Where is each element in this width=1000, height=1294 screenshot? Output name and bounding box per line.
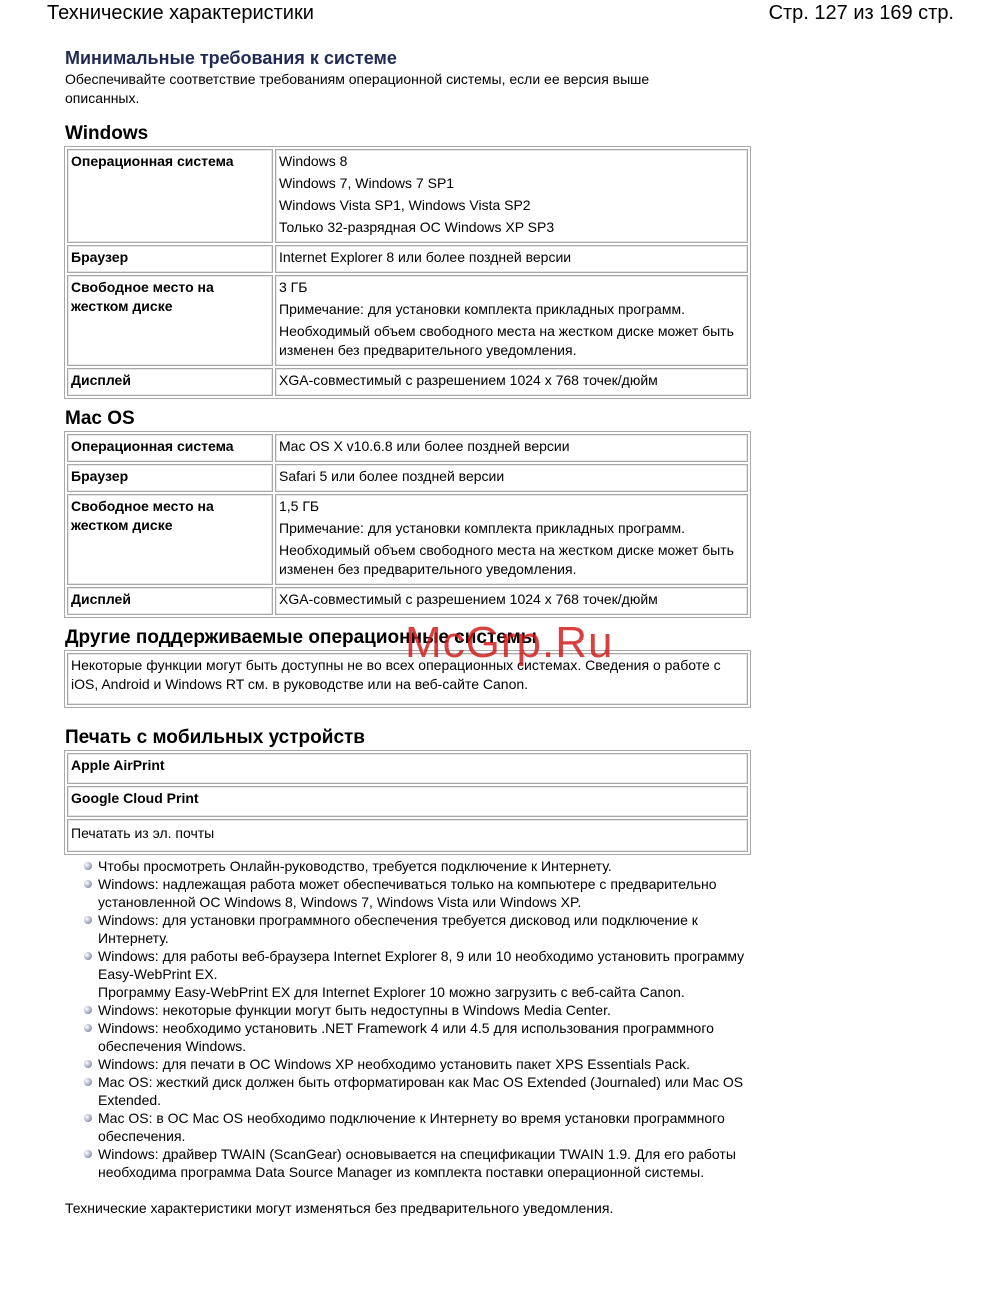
list-item: Windows: необходимо установить .NET Framework 4 или 4.5 для использования программного обеспечения Windows.	[98, 1019, 753, 1055]
value-display: XGA-совместимый с разрешением 1024 x 768 точек/дюйм	[275, 587, 748, 615]
list-item: Windows: надлежащая работа может обеспечиваться только на компьютере с предварительно установленной ОС Windows 8, Windows 7, Windows Vista или Windows XP.	[98, 875, 753, 911]
list-item: Windows: некоторые функции могут быть недоступны в Windows Media Center.	[98, 1001, 753, 1019]
table-row	[67, 464, 748, 492]
disk-line: Примечание: для установки комплекта прикладных программ.	[279, 520, 685, 536]
windows-spec-table	[64, 146, 751, 399]
value-disk	[275, 275, 748, 366]
table-row	[67, 786, 748, 817]
mobile-item: Печатать из эл. почты	[67, 819, 748, 852]
value-os	[275, 149, 748, 243]
os-line: Windows 8	[279, 153, 348, 169]
list-item: Mac OS: в ОС Mac OS необходимо подключение к Интернету во время установки программного обеспечения.	[98, 1109, 753, 1145]
section-title-min-requirements: Минимальные требования к системе	[65, 48, 397, 68]
table-row	[67, 753, 748, 784]
table-row	[67, 494, 748, 585]
value-display: XGA-совместимый с разрешением 1024 x 768 точек/дюйм	[275, 368, 748, 396]
other-os-text: Некоторые функции могут быть доступны не во всех операционных системах. Сведения о работе с iOS, Android и Windows RT см. в руководстве или на веб-сайте Canon.	[67, 653, 748, 705]
disk-line: 1,5 ГБ	[279, 498, 320, 514]
table-row	[67, 587, 748, 615]
page-number: Стр. 127 из 169 стр.	[768, 2, 954, 24]
heading-macos: Mac OS	[65, 408, 135, 429]
page-header-title: Технические характеристики	[47, 2, 314, 24]
bullet-icon	[84, 1114, 92, 1122]
list-item: Windows: для печати в ОС Windows XP необходимо установить пакет XPS Essentials Pack.	[98, 1055, 753, 1073]
list-item: Windows: для работы веб-браузера Internet Explorer 8, 9 или 10 необходимо установить программу Easy-WebPrint EX. Программу Easy-WebPrint EX для Internet Explorer 10 можно загрузить с веб-сайта Canon.	[98, 947, 753, 1001]
label-os: Операционная система	[67, 149, 273, 243]
mobile-printing-table	[64, 750, 751, 855]
list-item: Mac OS: жесткий диск должен быть отформатирован как Mac OS Extended (Journaled) или Mac OS Extended.	[98, 1073, 753, 1109]
bullet-icon	[84, 862, 92, 870]
macos-spec-table	[64, 431, 751, 618]
heading-other-os: Другие поддерживаемые операционные системы	[65, 627, 537, 648]
bullet-icon	[84, 880, 92, 888]
table-row	[67, 434, 748, 462]
value-disk	[275, 494, 748, 585]
label-display: Дисплей	[67, 368, 273, 396]
bullet-icon	[84, 1060, 92, 1068]
footer-note: Технические характеристики могут изменяться без предварительного уведомления.	[65, 1200, 614, 1216]
value-os: Mac OS X v10.6.8 или более поздней версии	[275, 434, 748, 462]
watermark: McGrp.Ru	[405, 618, 614, 667]
bullet-icon	[84, 1150, 92, 1158]
mobile-item: Google Cloud Print	[67, 786, 748, 817]
list-item: Windows: для установки программного обеспечения требуется дисковод или подключение к Интернету.	[98, 911, 753, 947]
os-line: Windows Vista SP1, Windows Vista SP2	[279, 197, 531, 213]
bullet-icon	[84, 1078, 92, 1086]
list-item: Windows: драйвер TWAIN (ScanGear) основывается на спецификации TWAIN 1.9. Для его работы необходима программа Data Source Manager из комплекта поставки операционной системы.	[98, 1145, 753, 1181]
table-row	[67, 368, 748, 396]
intro-text: Обеспечивайте соответствие требованиям операционной системы, если ее версия выше описанных.	[65, 71, 650, 106]
label-browser: Браузер	[67, 464, 273, 492]
disk-line: Необходимый объем свободного места на жестком диске может быть изменен без предварительного уведомления.	[279, 542, 734, 577]
bullet-icon	[84, 1006, 92, 1014]
disk-line: Необходимый объем свободного места на жестком диске может быть изменен без предварительного уведомления.	[279, 323, 734, 358]
heading-mobile-printing: Печать с мобильных устройств	[65, 727, 365, 748]
table-row	[67, 275, 748, 366]
table-row	[67, 819, 748, 852]
label-disk: Свободное место на жестком диске	[67, 494, 273, 585]
disk-line: Примечание: для установки комплекта прикладных программ.	[279, 301, 685, 317]
bullet-icon	[84, 916, 92, 924]
list-item: Чтобы просмотреть Онлайн-руководство, требуется подключение к Интернету.	[98, 857, 753, 875]
value-browser: Safari 5 или более поздней версии	[275, 464, 748, 492]
mobile-item: Apple AirPrint	[67, 753, 748, 784]
label-os: Операционная система	[67, 434, 273, 462]
bullet-icon	[84, 952, 92, 960]
disk-line: 3 ГБ	[279, 279, 308, 295]
heading-windows: Windows	[65, 123, 149, 144]
label-disk: Свободное место на жестком диске	[67, 275, 273, 366]
value-browser: Internet Explorer 8 или более поздней версии	[275, 245, 748, 273]
table-row	[67, 149, 748, 243]
notes-list	[65, 857, 753, 1181]
os-line: Windows 7, Windows 7 SP1	[279, 175, 455, 191]
label-browser: Браузер	[67, 245, 273, 273]
label-display: Дисплей	[67, 587, 273, 615]
os-line: Только 32-разрядная ОС Windows XP SP3	[279, 219, 555, 235]
bullet-icon	[84, 1024, 92, 1032]
table-row	[67, 245, 748, 273]
